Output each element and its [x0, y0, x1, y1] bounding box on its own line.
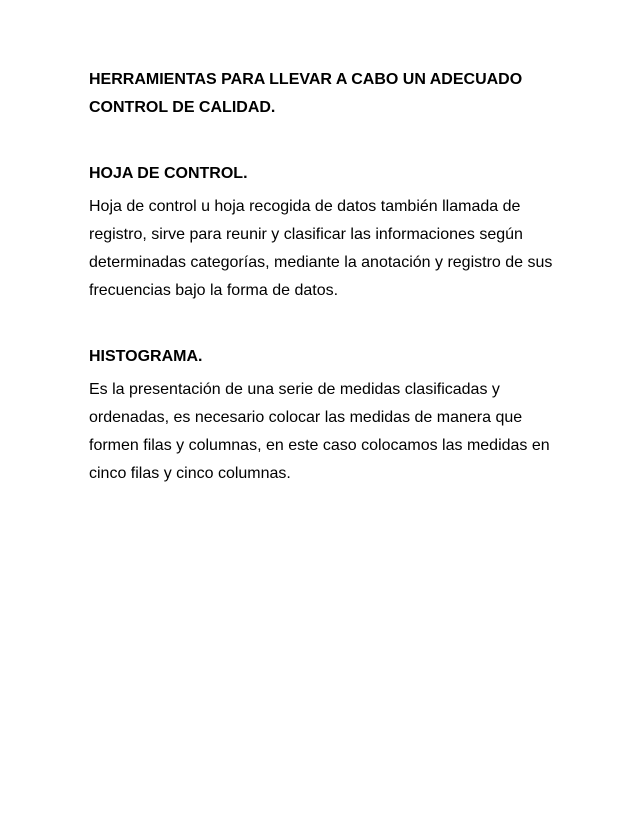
section-body-hoja-de-control: Hoja de control u hoja recogida de datos también llamada de registro, sirve para reunir y clasificar las informaciones según determinadas categorías, mediante la anotación y registro de sus frecuencias bajo la forma de datos. [89, 198, 553, 299]
section-body-histograma: Es la presentación de una serie de medidas clasificadas y ordenadas, es necesario colocar las medidas de manera que formen filas y columnas, en este caso colocamos las medidas en cinco filas y cinco columnas. [89, 381, 550, 482]
section-heading-histograma: HISTOGRAMA. [89, 348, 203, 365]
document-page [89, 66, 559, 488]
document-title: HERRAMIENTAS PARA LLEVAR A CABO UN ADECUADO CONTROL DE CALIDAD. [89, 71, 523, 116]
section-heading-hoja-de-control: HOJA DE CONTROL. [89, 165, 248, 182]
